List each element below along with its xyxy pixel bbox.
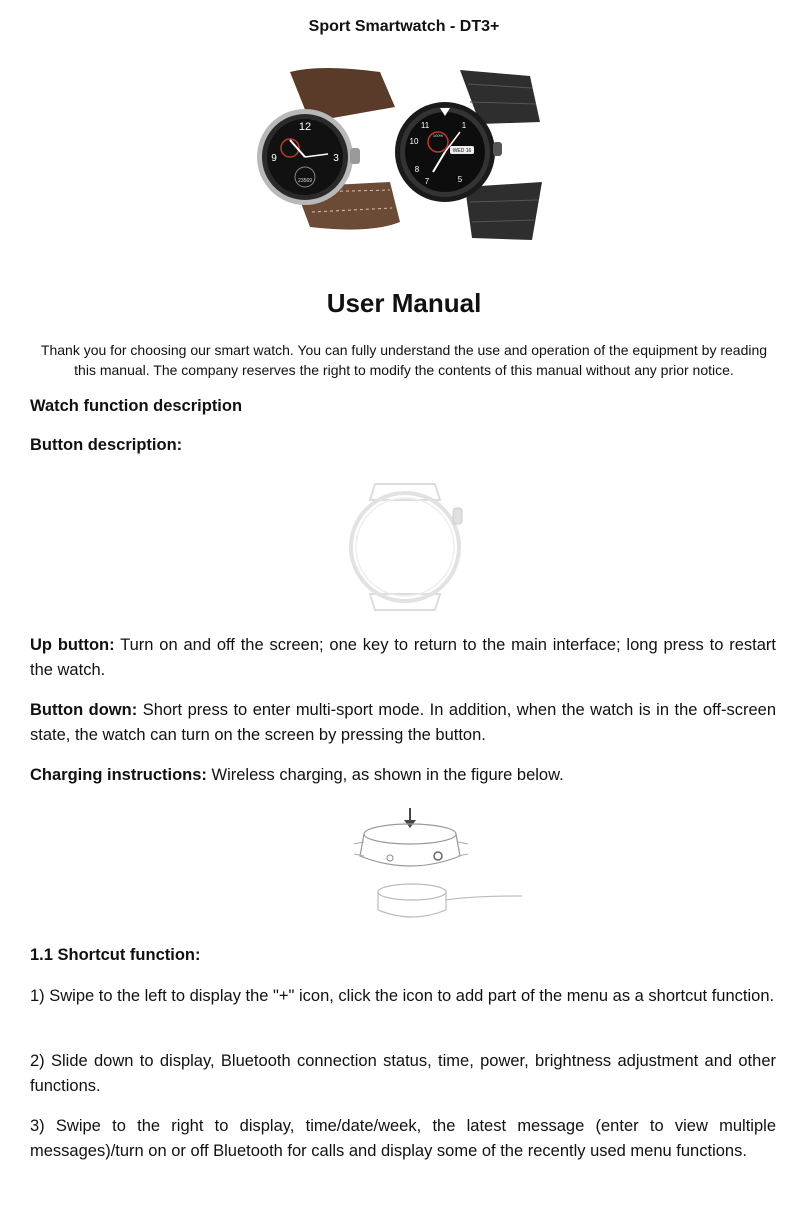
dial-number: 8 — [414, 165, 420, 174]
charging-label: Charging instructions: — [30, 766, 207, 784]
dial-number: 3 — [333, 153, 339, 164]
dial-number: 12 — [298, 121, 312, 133]
button-description-heading: Button description: — [30, 436, 183, 454]
shortcut-item: 1) Swipe to the left to display the "+" icon, click the icon to add part of the menu as a shortcut function. — [30, 987, 775, 1005]
charging-text: Wireless charging, as shown in the figure below. — [206, 766, 564, 784]
dial-number: 5 — [457, 175, 463, 184]
dial-number: 11 — [420, 121, 430, 130]
dial-number: 1 — [461, 121, 467, 130]
shortcut-heading: 1.1 Shortcut function: — [30, 946, 201, 964]
dial-number: 7 — [424, 177, 430, 186]
intro-paragraph: Thank you for choosing our smart watch. You can fully understand the use and operation of the equipment by reading this manual. The company reserves the right to modify the contents of this manual without any prior notice. — [40, 342, 768, 378]
shortcut-item: 3) Swipe to the right to display, time/date/week, the latest message (enter to view multiple messages)/turn on or off Bluetooth for calls and display some of the recently used menu functions. — [30, 1117, 776, 1160]
button-down-text: Short press to enter multi-sport mode. In addition, when the watch is in the off-screen state, the watch can turn on the screen by pressing the button. — [30, 701, 776, 744]
charging-paragraph — [30, 763, 776, 788]
leather-strap-watch — [257, 68, 400, 230]
button-diagram — [340, 478, 470, 616]
button-down-paragraph — [30, 698, 776, 748]
charging-diagram — [350, 804, 530, 928]
battery-percent: 100% — [432, 133, 444, 138]
smartwatch-product-image — [250, 62, 550, 262]
date-window: WED 16 — [452, 148, 472, 154]
main-heading: User Manual — [326, 288, 482, 318]
up-button-text: Turn on and off the screen; one key to return to the main interface; long press to restart the watch. — [30, 636, 776, 679]
button-down-label: Button down: — [30, 701, 138, 719]
step-count: 23569 — [298, 178, 312, 184]
watch-function-heading: Watch function description — [30, 397, 243, 415]
up-button-paragraph — [30, 633, 776, 683]
mesh-strap-watch — [395, 70, 542, 240]
dial-number: 10 — [409, 137, 419, 146]
dial-number: 9 — [271, 153, 277, 164]
page-title: Sport Smartwatch - DT3+ — [308, 18, 500, 35]
up-button-label: Up button: — [30, 636, 115, 654]
shortcut-item: 2) Slide down to display, Bluetooth connection status, time, power, brightness adjustment and other functions. — [30, 1052, 776, 1095]
